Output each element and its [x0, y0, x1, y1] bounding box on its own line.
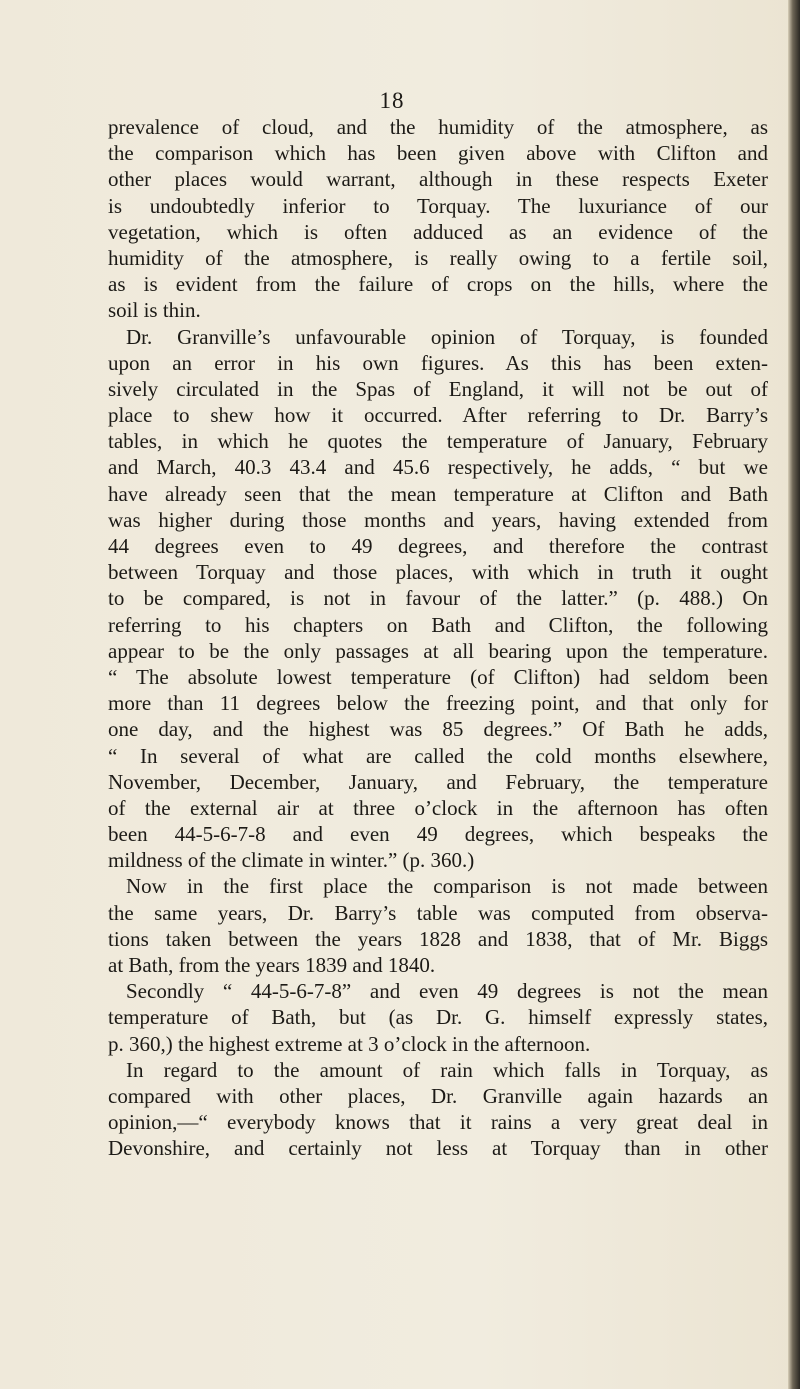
- text-line: soil is thin.: [108, 298, 201, 323]
- text-line: to be compared, is not in favour of the latter.” (p. 488.) On: [108, 586, 768, 611]
- text-line: tables, in which he quotes the temperature of January, February: [108, 429, 768, 454]
- text-line: appear to be the only passages at all bearing upon the temperature.: [108, 638, 768, 663]
- text-line: and March, 40.3 43.4 and 45.6 respectively, he adds, “ but we: [108, 455, 768, 480]
- text-line: vegetation, which is often adduced as an evidence of the: [108, 219, 768, 244]
- text-line: Now in the first place the comparison is not made between: [126, 874, 768, 899]
- text-line: the comparison which has been given above with Clifton and: [108, 141, 768, 166]
- text-line: at Bath, from the years 1839 and 1840.: [108, 953, 436, 977]
- text-line: the same years, Dr. Barry’s table was computed from observa-: [108, 900, 768, 925]
- text-line: as is evident from the failure of crops on the hills, where the: [108, 272, 768, 297]
- text-line: humidity of the atmosphere, is really owing to a fertile soil,: [108, 245, 768, 270]
- text-line: tions taken between the years 1828 and 1838, that of Mr. Biggs: [108, 926, 768, 951]
- text-line: prevalence of cloud, and the humidity of the atmosphere, as: [108, 115, 768, 139]
- text-line: p. 360,) the highest extreme at 3 o’clock in the afternoon.: [108, 1031, 591, 1056]
- text-line: is undoubtedly inferior to Torquay. The luxuriance of our: [108, 193, 768, 218]
- page-number: 18: [379, 88, 405, 113]
- text-line: Dr. Granville’s unfavourable opinion of Torquay, is founded: [126, 324, 768, 349]
- text-line: other places would warrant, although in these respects Exeter: [108, 167, 768, 192]
- text-line: have already seen that the mean temperature at Clifton and Bath: [108, 481, 768, 506]
- text-line: referring to his chapters on Bath and Clifton, the following: [108, 612, 768, 637]
- text-line: been 44-5-6-7-8 and even 49 degrees, which bespeaks the: [108, 822, 768, 847]
- text-line: November, December, January, and February, the temperature: [108, 769, 768, 794]
- text-line: opinion,—“ everybody knows that it rains a very great deal in: [108, 1110, 768, 1135]
- text-line: between Torquay and those places, with which in truth it ought: [108, 560, 768, 585]
- text-line: place to shew how it occurred. After referring to Dr. Barry’s: [108, 403, 768, 428]
- text-line: 44 degrees even to 49 degrees, and therefore the contrast: [108, 534, 768, 558]
- text-line: Devonshire, and certainly not less at Torquay than in other: [108, 1136, 768, 1161]
- text-line: more than 11 degrees below the freezing point, and that only for: [108, 691, 768, 716]
- text-line: mildness of the climate in winter.” (p. 360.): [108, 848, 475, 873]
- text-line: In regard to the amount of rain which falls in Torquay, as: [126, 1057, 768, 1082]
- text-line: “ In several of what are called the cold months elsewhere,: [108, 743, 768, 768]
- page-edge-shadow: [788, 0, 800, 1389]
- text-line: one day, and the highest was 85 degrees.” Of Bath he adds,: [108, 717, 768, 742]
- text-line: compared with other places, Dr. Granville again hazards an: [108, 1083, 768, 1108]
- text-line: upon an error in his own figures. As this has been exten-: [108, 350, 768, 375]
- body-text: [108, 114, 768, 1162]
- text-line: “ The absolute lowest temperature (of Clifton) had seldom been: [108, 664, 768, 689]
- text-line: sively circulated in the Spas of England, it will not be out of: [108, 376, 768, 401]
- text-line: Secondly “ 44-5-6-7-8” and even 49 degrees is not the mean: [126, 979, 768, 1004]
- text-line: was higher during those months and years, having extended from: [108, 507, 768, 532]
- text-line: of the external air at three o’clock in the afternoon has often: [108, 795, 768, 820]
- text-line: temperature of Bath, but (as Dr. G. himself expressly states,: [108, 1005, 768, 1030]
